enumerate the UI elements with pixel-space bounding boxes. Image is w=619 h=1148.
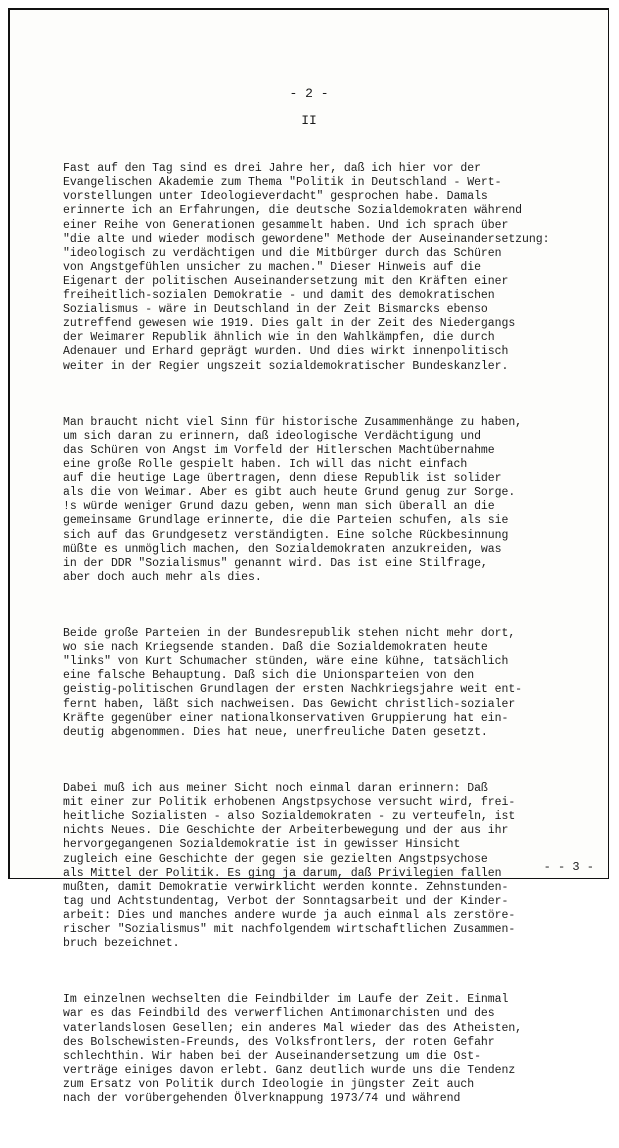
document-page <box>8 8 609 1105</box>
paragraph-3: Beide große Parteien in der Bundesrepublik stehen nicht mehr dort, wo sie nach Kriegsende standen. Daß die Sozialdemokraten heute "links" von Kurt Schumacher stünden, wäre eine kühne, tatsächlich eine falsche Behauptung. Daß sich die Unionsparteien von den geistig-politischen Grundlagen der ersten Nachkriegsjahre weit ent- fernt haben, läßt sich nachweisen. Das Gewicht christlich-sozialer Kräfte gegenüber einer nationalkonservativen Gruppierung hat ein- deutig abgenommen. Dies hat neue, unerfreuliche Daten gesetzt. <box>63 627 523 739</box>
paragraph-2: Man braucht nicht viel Sinn für historische Zusammenhänge zu haben, um sich daran zu erinnern, daß ideologische Verdächtigung und das Schüren von Angst im Vorfeld der Hitlerschen Machtübernahme eine große Rolle gespielt haben. Ich will das nicht einfach auf die heutige Lage übertragen, denn diese Republik ist solider als die von Weimar. Aber es gibt auch heute Grund genug zur Sorge. !s würde weniger Grund dazu geben, wenn man sich überall an die gemeinsame Grundlage erinnerte, die die Parteien schufen, als sie sich auf das Grundgesetz verständigten. Eine solche Rückbesinnung müßte es unmöglich machen, den Sozialdemokraten anzukreiden, was in der DDR "Sozialismus" genannt wird. Das ist eine Stilfrage, aber doch auch mehr als dies. <box>63 415 523 584</box>
page-number: - 2 - <box>289 86 329 101</box>
paragraph-5: Im einzelnen wechselten die Feindbilder im Laufe der Zeit. Einmal war es das Feindbild des verwerflichen Antimonarchisten und des vaterlandslosen Gesellen; ein anderes Mal wieder das des Atheisten, des Bolschewisten-Freunds, des Volksfrontlers, der roten Gefahr schlechthin. Wir haben bei der Auseinandersetzung um die Ost- verträge einiges davon erlebt. Ganz deutlich wurde uns die Tendenz zum Ersatz von Politik durch Ideologie in jüngster Zeit auch nach der vorübergehenden Ölverknappung 1973/74 und während <box>63 993 523 1105</box>
paragraph-4: Dabei muß ich aus meiner Sicht noch einmal daran erinnern: Daß mit einer zur Politik erhobenen Angstpsychose versucht wird, frei- heitliche Sozialisten - also Sozialdemokraten - zu verteufeln, ist nichts Neues. Die Geschichte der Arbeiterbewegung und der aus ihr hervorgegangenen Sozialdemokratie ist in gewisser Hinsicht zugleich eine Geschichte der gegen sie gezielten Angstpsychose als Mittel der Politik. Es ging ja darum, daß Privilegien fallen mußten, damit Demokratie verwirklicht werden konnte. Zehnstunden- tag und Achtstundentag, Verbot der Sonntagsarbeit und der Kinder- arbeit: Dies und manches andere wurde ja auch einmal als zerstöre- rischer "Sozialismus" mit nachfolgendem wirtschaftlichen Zusammen- bruch bezeichnet. <box>63 782 516 951</box>
section-heading: II <box>301 113 317 128</box>
document-body <box>63 134 583 1148</box>
paragraph-1: Fast auf den Tag sind es drei Jahre her, daß ich hier vor der Evangelischen Akademie zum Thema "Politik in Deutschland - Wert- vorstellungen unter Ideologieverdacht" gesprochen habe. Damals erinnerte ich an Erfahrungen, die deutsche Sozialdemokraten während einer Reihe von Generationen gesammelt haben. Und ich sprach über "die alte und wieder modisch gewordene" Methode der Auseinandersetzung: "ideologisch zu verdächtigen und die Mitbürger durch das Schüren von Angstgefühlen unsicher zu machen." Dieser Hinweis auf die Eigenart der politischen Auseinandersetzung mit den Kräften einer freiheitlich-sozialen Demokratie - und damit des demokratischen Sozialismus - wäre in Deutschland in der Zeit Bismarcks ebenso zutreffend gewesen wie 1919. Dies galt in der Zeit des Niedergangs der Weimarer Republik ähnlich wie in den Wahlkämpfen, die durch Adenauer und Erhard geprägt wurden. Und dies wirkt innenpolitisch weiter in der Regier ungszeit sozialdemokratischer Bundeskanzler. <box>63 162 550 373</box>
next-page-marker: - - 3 - <box>543 860 594 874</box>
